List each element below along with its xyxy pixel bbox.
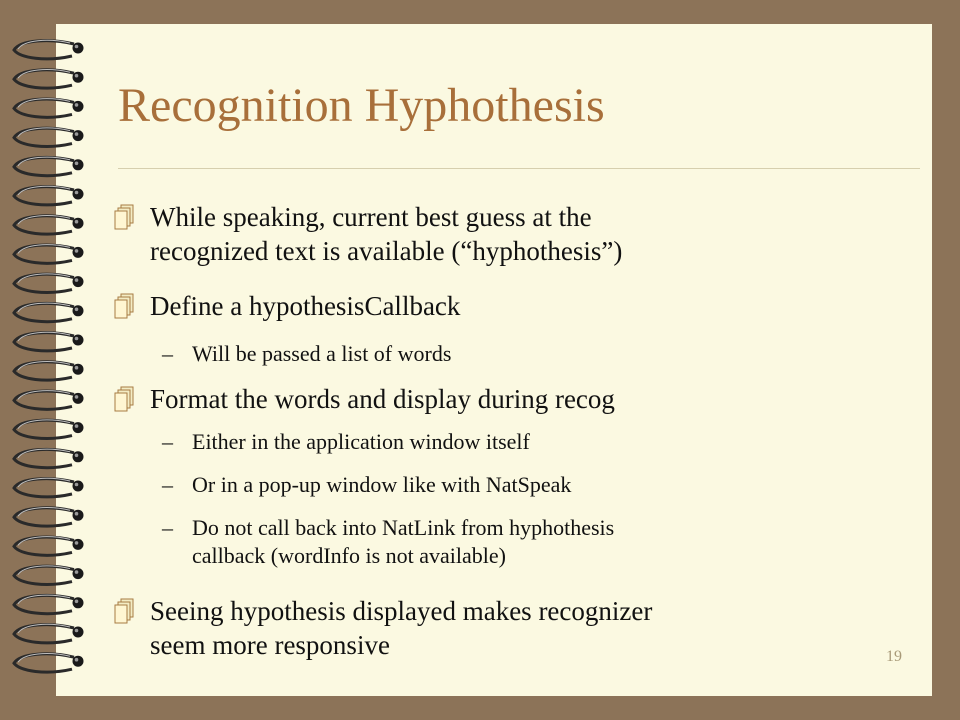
bullet-line: Seeing hypothesis displayed makes recognizer <box>150 596 653 626</box>
sub-bullet-line: callback (wordInfo is not available) <box>192 543 506 568</box>
spiral-ring-icon <box>14 508 84 527</box>
notebook-icon <box>114 598 138 632</box>
sub-bullet-marker: – <box>162 429 173 454</box>
bullet-line: seem more responsive <box>150 630 390 660</box>
notebook-icon <box>114 386 138 420</box>
bullet-2 <box>150 289 460 323</box>
spiral-ring-icon <box>14 99 84 118</box>
bullet-line: recognized text is available (“hyphothesis”) <box>150 236 623 266</box>
bullet-3 <box>150 382 615 416</box>
spiral-ring-icon <box>14 362 84 381</box>
spiral-ring-icon <box>14 128 84 147</box>
spiral-ring-icon <box>14 595 84 614</box>
bullet-line: Format the words and display during recog <box>150 384 615 414</box>
spiral-ring-icon <box>14 245 84 264</box>
spiral-ring-icon <box>14 537 84 556</box>
sub-bullet-line: Do not call back into NatLink from hyphothesis <box>192 515 615 540</box>
spiral-ring-icon <box>14 391 84 410</box>
page-number: 19 <box>886 648 902 665</box>
bullet-line: Define a hypothesisCallback <box>150 291 461 321</box>
spiral-ring-icon <box>14 332 84 351</box>
sub-bullet-line: Or in a pop-up window like with NatSpeak <box>192 472 572 497</box>
sub-bullet-3 <box>162 471 572 499</box>
spiral-ring-icon <box>14 420 84 439</box>
spiral-ring-icon <box>14 566 84 585</box>
sub-bullet-marker: – <box>162 515 173 540</box>
bullet-1 <box>150 200 622 268</box>
notebook-icon <box>114 293 138 327</box>
sub-bullet-4 <box>162 514 615 570</box>
spiral-ring-icon <box>14 303 84 322</box>
spiral-ring-icon <box>14 274 84 293</box>
spiral-ring-icon <box>14 186 84 205</box>
slide-title: Recognition Hyphothesis <box>118 79 605 132</box>
spiral-ring-icon <box>14 478 84 497</box>
bullet-4 <box>150 594 652 662</box>
spiral-ring-icon <box>14 40 84 59</box>
spiral-ring-icon <box>14 624 84 643</box>
spiral-ring-icon <box>14 157 84 176</box>
sub-bullet-1 <box>162 340 452 368</box>
bullet-line: While speaking, current best guess at the <box>150 202 592 232</box>
spiral-ring-icon <box>14 70 84 89</box>
spiral-ring-icon <box>14 216 84 235</box>
title-divider <box>118 168 920 169</box>
sub-bullet-2 <box>162 428 530 456</box>
sub-bullet-line: Either in the application window itself <box>192 429 530 454</box>
spiral-ring-icon <box>14 449 84 468</box>
spiral-binding <box>0 0 100 720</box>
notebook-icon <box>114 204 138 238</box>
sub-bullet-marker: – <box>162 341 173 366</box>
sub-bullet-line: Will be passed a list of words <box>192 341 452 366</box>
sub-bullet-marker: – <box>162 472 173 497</box>
spiral-ring-icon <box>14 654 84 673</box>
